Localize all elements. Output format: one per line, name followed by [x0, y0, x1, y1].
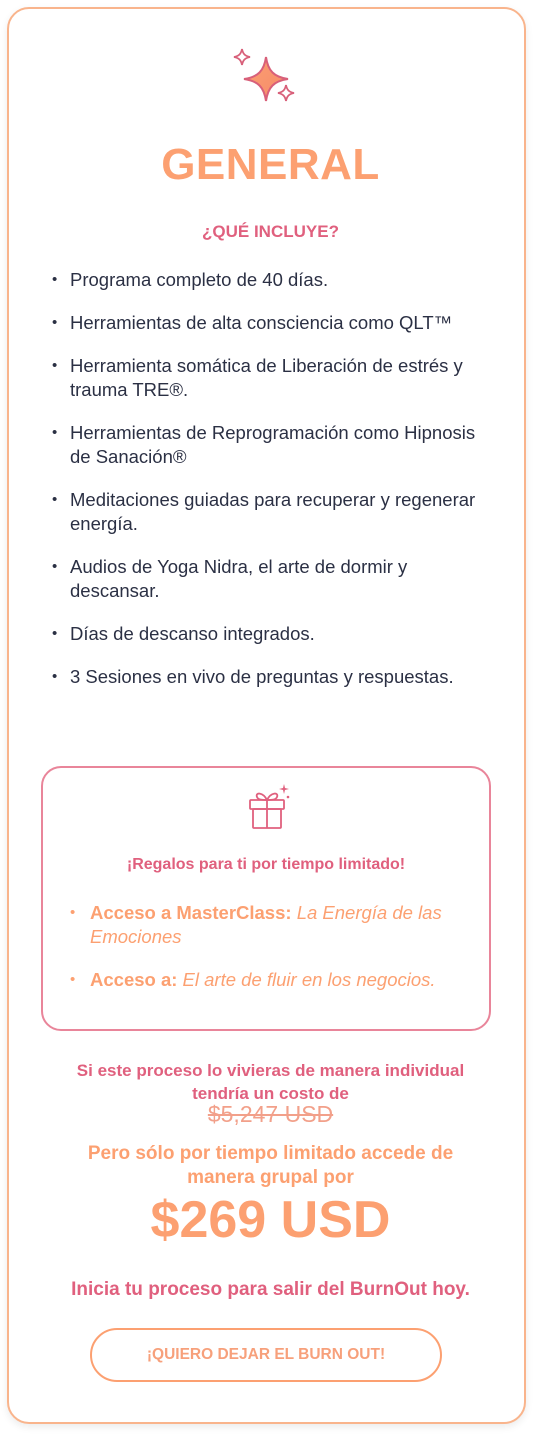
feature-item: • Herramientas de alta consciencia como QLT™ — [52, 311, 482, 335]
gift-item-detail: La Energía de las Emociones — [90, 902, 442, 947]
cta-text: Inicia tu proceso para salir del BurnOut hoy. — [71, 1279, 470, 1300]
sparkle-icon — [230, 45, 302, 111]
gift-item-label: Acceso a MasterClass: — [90, 902, 292, 923]
feature-item: • Días de descanso integrados. — [52, 622, 482, 646]
old-price: $5,247 USD — [207, 1101, 334, 1127]
gift-list — [70, 901, 470, 1011]
gift-item-label: Acceso a: — [90, 969, 178, 990]
gifts-title: ¡Regalos para ti por tiempo limitado! — [126, 856, 406, 873]
plan-title: GENERAL — [161, 140, 380, 189]
gift-item-detail: El arte de fluir en los negocios. — [182, 969, 436, 990]
feature-list — [52, 268, 482, 708]
gift-item — [70, 901, 470, 949]
feature-item: • Audios de Yoga Nidra, el arte de dormir y descansar. — [52, 555, 482, 603]
feature-item: • Herramientas de Reprogramación como Hipnosis de Sanación® — [52, 421, 482, 469]
individual-cost-text: Si este proceso lo vivieras de manera individual tendría un costo de — [76, 1061, 465, 1103]
feature-item: • Meditaciones guiadas para recuperar y regenerar energía. — [52, 488, 482, 536]
includes-heading: ¿QUÉ INCLUYE? — [202, 222, 339, 241]
gift-icon — [246, 782, 292, 830]
gift-item — [70, 968, 470, 992]
offer-text: Pero sólo por tiempo limitado accede de manera grupal por — [87, 1143, 454, 1188]
price: $269 USD — [150, 1191, 391, 1249]
feature-item: • 3 Sesiones en vivo de preguntas y respuestas. — [52, 665, 482, 689]
feature-item: • Programa completo de 40 días. — [52, 268, 482, 292]
gifts-box — [41, 766, 491, 1031]
burnout-cta-button[interactable]: ¡QUIERO DEJAR EL BURN OUT! — [90, 1328, 442, 1382]
feature-item: • Herramienta somática de Liberación de estrés y trauma TRE®. — [52, 354, 482, 402]
